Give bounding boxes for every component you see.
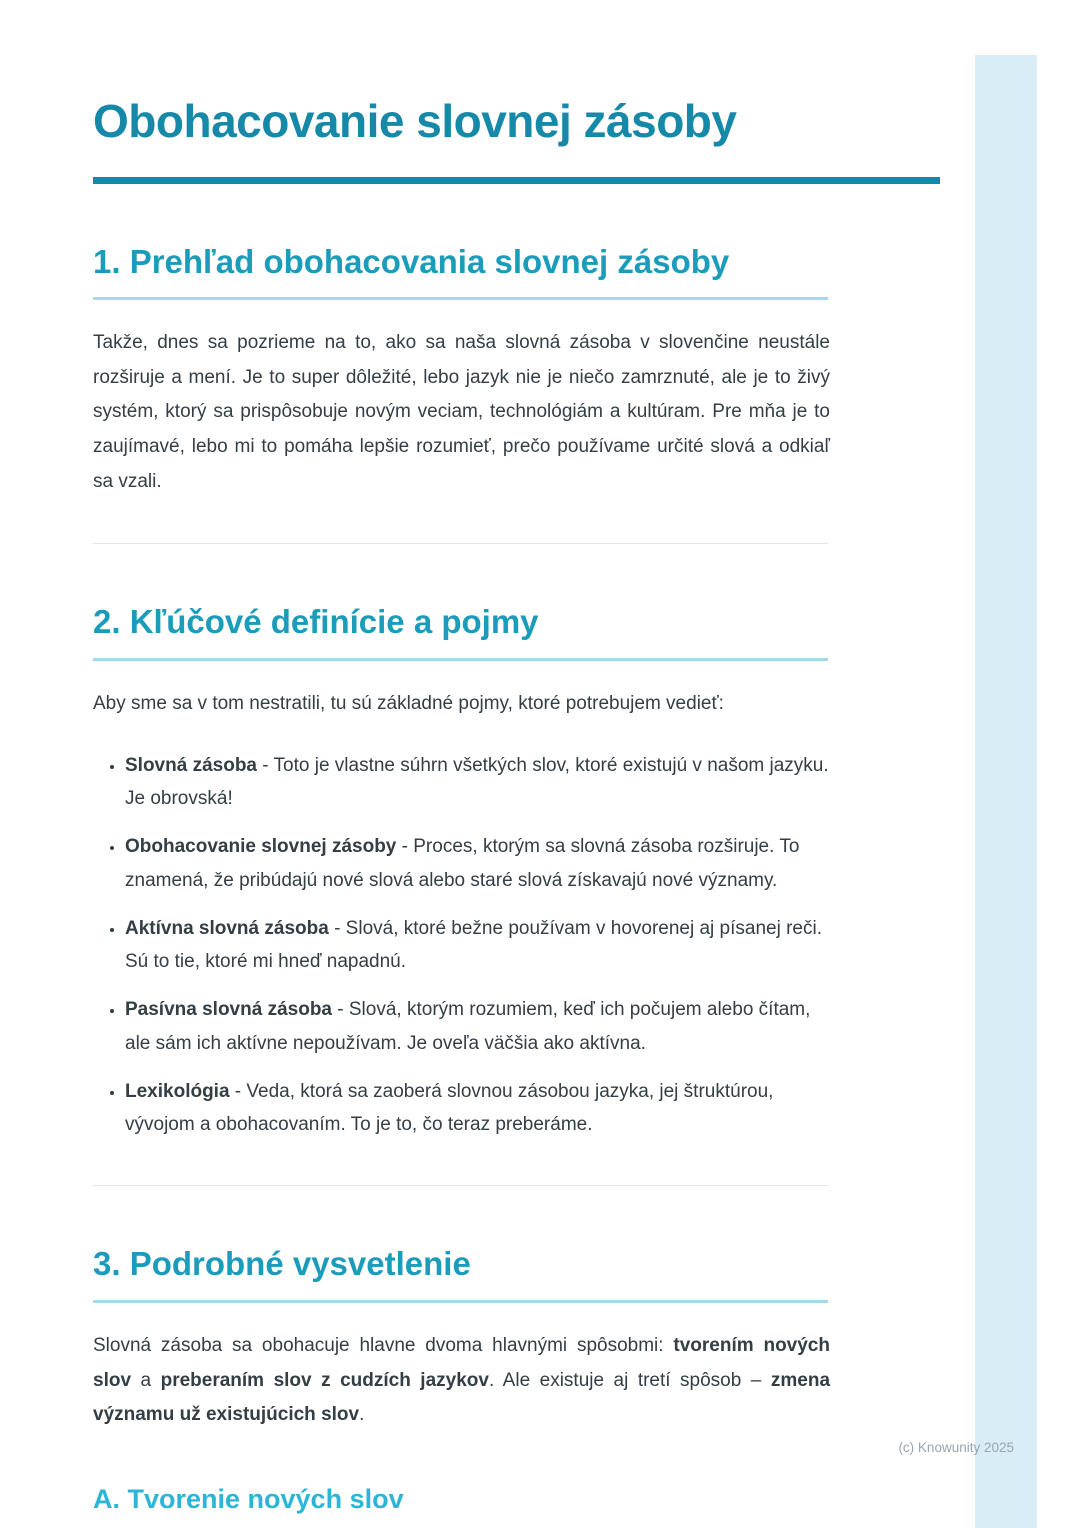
definition-term: Pasívna slovná zásoba [125,999,332,1021]
paragraph-text: Slovná zásoba sa obohacuje hlavne dvoma hlavnými spôsobmi: [93,1334,674,1356]
definitions-list [93,749,840,1142]
section-3-underline-rule [93,1300,828,1303]
section-divider [93,543,828,544]
list-item [125,993,840,1060]
page-title: Obohacovanie slovnej zásoby [93,95,737,147]
footer-credit: (c) Knowunity 2025 [898,1440,1014,1455]
list-item [125,830,840,897]
list-item [125,749,840,816]
section-3-heading: 3. Podrobné vysvetlenie [93,1245,471,1283]
definition-text: - Proces, ktorým sa slovná zásoba rozširuje. To znamená, že pribúdajú nové slová alebo staré slová získavajú nové významy. [125,836,800,891]
subsection-a-heading: A. Tvorenie nových slov [93,1483,404,1514]
definition-term: Aktívna slovná zásoba [125,917,329,939]
section-3-paragraph [93,1329,830,1433]
paragraph-bold-text: zmena významu už existujúcich slov [93,1369,831,1426]
page-side-stripe [975,55,1037,1528]
definition-text: - Toto je vlastne súhrn všetkých slov, ktoré existujú v našom jazyku. Je obrovská! [125,754,829,810]
section-1-heading: 1. Prehľad obohacovania slovnej zásoby [93,242,730,280]
list-item [125,1075,840,1142]
section-2-heading: 2. Kľúčové definície a pojmy [93,603,539,641]
section-2-underline-rule [93,658,828,661]
title-underline-rule [93,177,940,184]
paragraph-bold-text: tvorením nových slov [93,1334,830,1391]
section-2-intro: Aby sme sa v tom nestratili, tu sú základné pojmy, ktoré potrebujem vedieť: [93,692,724,714]
definition-text: - Veda, ktorá sa zaoberá slovnou zásobou jazyka, jej štruktúrou, vývojom a obohacovaním. To je to, čo teraz preberáme. [125,1080,774,1136]
paragraph-text: a [131,1369,161,1391]
definition-term: Obohacovanie slovnej zásoby [125,836,397,858]
paragraph-text: . [359,1404,365,1426]
definition-text: - Slová, ktorým rozumiem, keď ich počujem alebo čítam, ale sám ich aktívne nepoužívam. Je oveľa väčšia ako aktívna. [125,999,811,1054]
paragraph-text: . Ale existuje aj tretí spôsob – [488,1369,771,1391]
definition-text: - Slová, ktoré bežne používam v hovorenej aj písanej reči. Sú to tie, ktoré mi hneď napadnú. [125,917,822,973]
section-divider [93,1185,828,1186]
section-1-underline-rule [93,297,828,300]
list-item [125,912,840,979]
paragraph-bold-text: preberaním slov z cudzích jazykov [160,1369,489,1391]
section-1-paragraph: Takže, dnes sa pozrieme na to, ako sa naša slovná zásoba v slovenčine neustále rozširuje a mení. Je to super dôležité, lebo jazyk nie je niečo zamrznuté, ale je to živý systém, ktorý sa prispôsobuje novým veciam, technológiám a kultúram. Pre mňa je to zaujímavé, lebo mi to pomáha lepšie rozumieť, prečo používame určité slová a odkiaľ sa vzali. [93,332,830,492]
definition-term: Slovná zásoba [125,754,257,776]
document-content [93,0,940,1515]
definition-term: Lexikológia [125,1080,230,1102]
